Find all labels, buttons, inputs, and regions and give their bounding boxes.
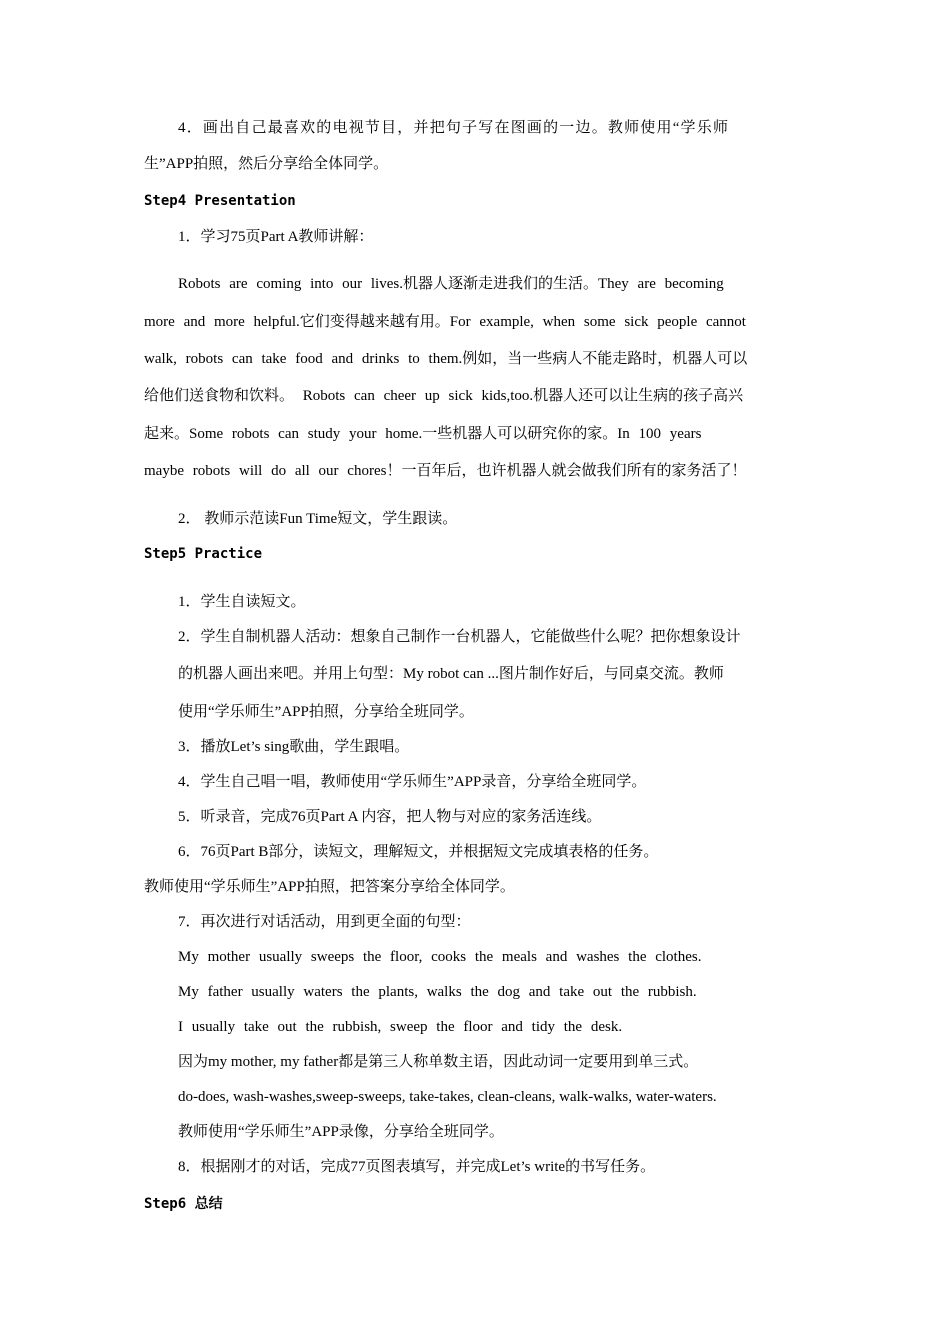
verb-forms: do-does, wash-washes,sweep-sweeps, take-takes, clean-cleans, walk-walks, water-waters. <box>178 1089 717 1105</box>
step4-item2: 2． 教师示范读Fun Time短文，学生跟读。 <box>178 511 458 527</box>
step6-heading: Step6 总结 <box>144 1196 223 1212</box>
sentence-father: My father usually waters the plants, walks the dog and take out the rubbish. <box>178 984 697 1000</box>
passage-line-1: Robots are coming into our lives.机器人逐渐走进我们的生活。They are becoming <box>178 276 724 292</box>
step5-item-4: 4．学生自己唱一唱，教师使用“学乐师生”APP录音，分享给全班同学。 <box>178 774 647 790</box>
grammar-note: 因为my mother, my father都是第三人称单数主语，因此动词一定要用到单三式。 <box>178 1054 699 1070</box>
passage-line-5: 起来。Some robots can study your home.一些机器人可以研究你的家。In 100 years <box>144 426 702 442</box>
step5-item-8: 8．根据刚才的对话，完成77页图表填写，并完成Let’s write的书写任务。 <box>178 1159 656 1175</box>
step4-heading: Step4 Presentation <box>144 193 296 209</box>
sentence-i: I usually take out the rubbish, sweep the floor and tidy the desk. <box>178 1019 623 1035</box>
passage-line-3: walk, robots can take food and drinks to them.例如，当一些病人不能走路时，机器人可以 <box>144 351 748 367</box>
step5-item-1: 1．学生自读短文。 <box>178 594 306 610</box>
step5-item-2: 2．学生自制机器人活动：想象自己制作一台机器人，它能做些什么呢？把你想象设计 <box>178 629 741 645</box>
step5-item-6-cont: 教师使用“学乐师生”APP拍照，把答案分享给全体同学。 <box>144 879 515 895</box>
step5-heading: Step5 Practice <box>144 546 263 562</box>
sentence-mother: My mother usually sweeps the floor, cooks the meals and washes the clothes. <box>178 949 702 965</box>
step5-item-3: 3．播放Let’s sing歌曲，学生跟唱。 <box>178 739 410 755</box>
step4-item1: 1．学习75页Part A教师讲解： <box>178 229 374 245</box>
passage-line-6: maybe robots will do all our chores！一百年后，也许机器人就会做我们所有的家务活了！ <box>144 463 747 479</box>
passage-line-4: 给他们送食物和饮料。 Robots can cheer up sick kids,too.机器人还可以让生病的孩子高兴 <box>144 388 744 404</box>
passage-line-2: more and more helpful.它们变得越来越有用。For example, when some sick people cannot <box>144 314 746 330</box>
step5-item-6: 6．76页Part B部分，读短文，理解短文，并根据短文完成填表格的任务。 <box>178 844 659 860</box>
step5-item-2-end: 使用“学乐师生”APP拍照，分享给全班同学。 <box>178 704 474 720</box>
step5-item-7: 7．再次进行对话活动，用到更全面的句型： <box>178 914 471 930</box>
step5-item-7-end: 教师使用“学乐师生”APP录像，分享给全班同学。 <box>178 1124 504 1140</box>
step3-item4-line1: 4．画出自己最喜欢的电视节目，并把句子写在图画的一边。教师使用“学乐师 <box>178 120 730 136</box>
step5-item-2-cont: 的机器人画出来吧。并用上句型：My robot can ...图片制作好后，与同桌交流。教师 <box>178 666 724 682</box>
step3-item4-line2: 生”APP拍照，然后分享给全体同学。 <box>144 156 389 172</box>
step5-item-5: 5．听录音，完成76页Part A 内容，把人物与对应的家务活连线。 <box>178 809 602 825</box>
